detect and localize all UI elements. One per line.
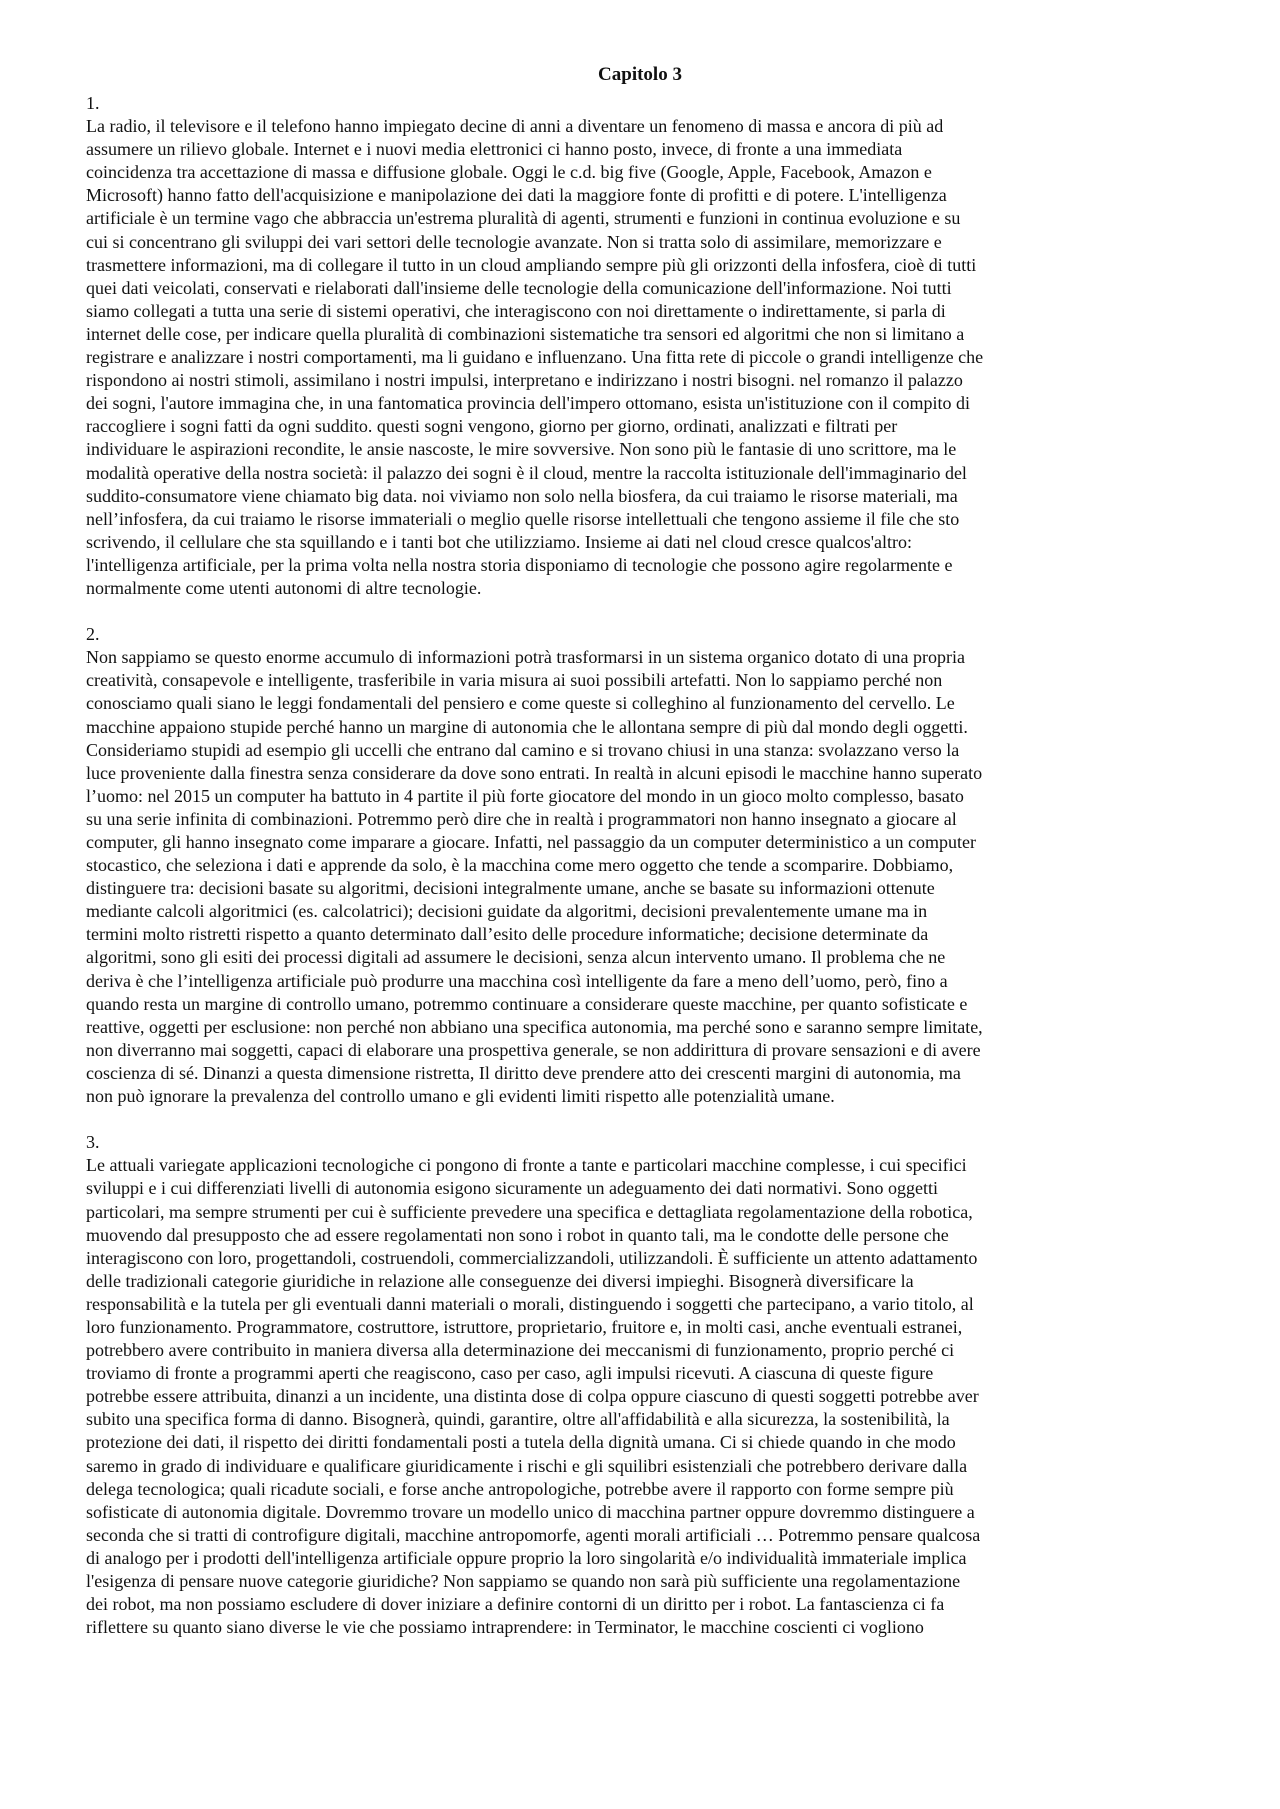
paragraph-line: algoritmi, sono gli esiti dei processi digitali ad assumere le decisioni, senza alcun intervento umano. Il problema che ne	[86, 947, 946, 968]
section-3	[86, 1131, 1196, 1639]
paragraph-line: termini molto ristretti rispetto a quanto determinato dall’esito delle procedure informatiche; decisione determinate da	[86, 924, 929, 945]
paragraph-line: saremo in grado di individuare e qualificare giuridicamente i rischi e gli squilibri esistenziali che potrebbero derivare dalla	[86, 1455, 968, 1476]
paragraph-line: individuare le aspirazioni recondite, le ansie nascoste, le mire sovversive. Non sono più le fantasie di uno scrittore, ma le	[86, 439, 957, 460]
paragraph-line: delle tradizionali categorie giuridiche in relazione alle conseguenze dei diversi impieghi. Bisognerà diversificare la	[86, 1270, 914, 1291]
paragraph-line: sviluppi e i cui differenziati livelli di autonomia esigono sicuramente un adeguamento dei dati normativi. Sono oggetti	[86, 1178, 938, 1199]
paragraph-line: muovendo dal presupposto che ad essere regolamentati non sono i robot in quanto tali, ma le condotte delle persone che	[86, 1224, 949, 1245]
section-number: 1.	[86, 93, 100, 113]
paragraph-line: internet delle cose, per indicare quella pluralità di combinazioni sistematiche tra sensori ed algoritmi che non si limitano a	[86, 323, 965, 344]
section-gap	[86, 1108, 1196, 1131]
paragraph-line: luce proveniente dalla finestra senza considerare da dove sono entrati. In realtà in alcuni episodi le macchine hanno superato	[86, 762, 983, 783]
paragraph-line: potrebbe essere attribuita, dinanzi a un incidente, una distinta dose di colpa oppure ciascuno di questi soggetti potrebbe aver	[86, 1386, 979, 1407]
paragraph-line: macchine appaiono stupide perché hanno un margine di autonomia che le allontana sempre di più dal mondo degli oggetti.	[86, 716, 968, 737]
paragraph-line: mediante calcoli algoritmici (es. calcolatrici); decisioni guidate da algoritmi, decisioni prevalentemente umane ma in	[86, 901, 928, 922]
paragraph-line: siamo collegati a tutta una serie di sistemi operativi, che interagiscono con noi direttamente o indirettamente, si parla di	[86, 300, 946, 321]
paragraph-line: computer, gli hanno insegnato come imparare a giocare. Infatti, nel passaggio da un computer deterministico a un computer	[86, 832, 976, 852]
document-body	[86, 92, 1196, 1639]
paragraph-line: interagiscono con loro, progettandoli, costruendoli, commercializzandoli, utilizzandoli. È sufficiente un attento adattamento	[86, 1247, 978, 1268]
paragraph-line: protezione dei dati, il rispetto dei diritti fondamentali posti a tutela della dignità umana. Ci si chiede quando in che modo	[86, 1432, 956, 1453]
paragraph-line: stocastico, che seleziona i dati e apprende da solo, è la macchina come mero oggetto che tende a scomparire. Dobbiamo,	[86, 855, 954, 876]
paragraph-line: responsabilità e la tutela per gli eventuali danni materiali o morali, distinguendo i soggetti che partecipano, a vario titolo, al	[86, 1293, 974, 1314]
paragraph-line: normalmente come utenti autonomi di altre tecnologie.	[86, 577, 482, 598]
section-number: 2.	[86, 624, 100, 645]
paragraph-line: troviamo di fronte a programmi aperti che reagiscono, caso per caso, agli impulsi ricevuti. A ciascuna di queste figure	[86, 1363, 934, 1384]
paragraph-line: l'intelligenza artificiale, per la prima volta nella nostra storia disponiamo di tecnologie che possono agire regolarmente e	[86, 554, 953, 575]
paragraph-line: modalità operative della nostra società: il palazzo dei sogni è il cloud, mentre la raccolta istituzionale dell'immaginario del	[86, 462, 967, 483]
section-2	[86, 623, 1196, 1108]
paragraph-line: coscienza di sé. Dinanzi a questa dimensione ristretta, Il diritto deve prendere atto dei crescenti margini di autonomia, ma	[86, 1062, 961, 1083]
paragraph-line: distinguere tra: decisioni basate su algoritmi, decisioni integralmente umane, anche se basate su informazioni ottenute	[86, 878, 935, 899]
paragraph-line: nell’infosfera, da cui traiamo le risorse immateriali o meglio quelle risorse intellettuali che tengono assieme il file che sto	[86, 508, 960, 529]
paragraph-line: quando resta un margine di controllo umano, potremmo continuare a considerare queste macchine, per quanto sofisticate e	[86, 993, 968, 1014]
section-1	[86, 92, 1196, 600]
paragraph-line: su una serie infinita di combinazioni. Potremmo però dire che in realtà i programmatori non hanno insegnato a giocare al	[86, 808, 957, 829]
chapter-title: Capitolo 3	[598, 64, 682, 85]
paragraph-line: trasmettere informazioni, ma di collegare il tutto in un cloud ampliando sempre più gli orizzonti della infosfera, cioè di tutti	[86, 254, 977, 275]
paragraph-line: loro funzionamento. Programmatore, costruttore, istruttore, proprietario, fruitore e, in molti casi, anche eventuali estranei,	[86, 1316, 963, 1337]
paragraph-line: rispondono ai nostri stimoli, assimilano i nostri impulsi, interpretano e indirizzano i nostri bisogni. nel romanzo il palazzo	[86, 370, 963, 391]
paragraph-line: delega tecnologica; quali ricadute sociali, e forse anche antropologiche, potrebbe avere il rapporto con forme sempre più	[86, 1478, 954, 1499]
paragraph-line: cui si concentrano gli sviluppi dei vari settori delle tecnologie avanzate. Non si tratta solo di assimilare, memorizzare e	[86, 231, 942, 252]
paragraph-line: non diverranno mai soggetti, capaci di elaborare una prospettiva generale, se non addirittura di provare sensazioni e di avere	[86, 1039, 981, 1060]
paragraph-line: riflettere su quanto siano diverse le vie che possiamo intraprendere: in Terminator, le macchine coscienti ci vogliono	[86, 1617, 924, 1638]
section-gap	[86, 600, 1196, 623]
paragraph-line: potrebbero avere contribuito in maniera diversa alla determinazione dei meccanismi di funzionamento, proprio perché ci	[86, 1340, 955, 1361]
paragraph-line: l'esigenza di pensare nuove categorie giuridiche? Non sappiamo se quando non sarà più sufficiente una regolamentazione	[86, 1571, 961, 1591]
paragraph-line: dei sogni, l'autore immagina che, in una fantomatica provincia dell'impero ottomano, esista un'istituzione con il compito di	[86, 393, 971, 414]
paragraph-line: conosciamo quali siano le leggi fondamentali del pensiero e come queste si colleghino al funzionamento del cervello. Le	[86, 693, 955, 714]
paragraph-line: assumere un rilievo globale. Internet e i nuovi media elettronici ci hanno posto, invece, di fronte a una immediata	[86, 139, 903, 160]
section-number: 3.	[86, 1132, 100, 1153]
paragraph-line: particolari, ma sempre strumenti per cui è sufficiente prevedere una specifica e dettagliata regolamentazione della robotica,	[86, 1201, 973, 1222]
paragraph-line: seconda che si tratti di controfigure digitali, macchine antropomorfe, agenti morali artificiali … Potremmo pensare qualcosa	[86, 1524, 981, 1545]
paragraph-line: Consideriamo stupidi ad esempio gli uccelli che entrano dal camino e si trovano chiusi in una stanza: svolazzano verso la	[86, 739, 960, 760]
paragraph-line: l’uomo: nel 2015 un computer ha battuto in 4 partite il più forte giocatore del mondo in un gioco molto complesso, basato	[86, 785, 964, 806]
paragraph-line: artificiale è un termine vago che abbraccia un'estrema pluralità di agenti, strumenti e funzioni in continua evoluzione e su	[86, 208, 961, 229]
paragraph-line: di analogo per i prodotti dell'intelligenza artificiale oppure proprio la loro singolarità e/o individualità immateriale implica	[86, 1547, 967, 1568]
paragraph-line: coincidenza tra accettazione di massa e diffusione globale. Oggi le c.d. big five (Google, Apple, Facebook, Amazon e	[86, 162, 932, 183]
paragraph-line: Microsoft) hanno fatto dell'acquisizione e manipolazione dei dati la maggiore fonte di profitti e di potere. L'intelligenza	[86, 185, 947, 206]
paragraph-line: quei dati veicolati, conservati e rielaborati dall'insieme delle tecnologie della comunicazione dell'informazione. Noi tutti	[86, 277, 952, 298]
paragraph-line: creatività, consapevole e intelligente, trasferibile in varia misura ai suoi possibili artefatti. Non lo sappiamo perché non	[86, 670, 943, 691]
paragraph-line: La radio, il televisore e il telefono hanno impiegato decine di anni a diventare un fenomeno di massa e ancora di più ad	[86, 116, 944, 137]
paragraph-line: subito una specifica forma di danno. Bisognerà, quindi, garantire, oltre all'affidabilità e alla sicurezza, la sostenibilità, la	[86, 1409, 950, 1430]
paragraph-line: suddito-consumatore viene chiamato big data. noi viviamo non solo nella biosfera, da cui traiamo le risorse materiali, ma	[86, 485, 958, 506]
paragraph-line: registrare e analizzare i nostri comportamenti, ma li guidano e influenzano. Una fitta rete di piccole o grandi intelligenze che	[86, 347, 984, 368]
paragraph-line: Le attuali variegate applicazioni tecnologiche ci pongono di fronte a tante e particolari macchine complesse, i cui specifici	[86, 1155, 967, 1176]
paragraph-line: reattive, oggetti per esclusione: non perché non abbiano una specifica autonomia, ma perché sono e saranno sempre limitate,	[86, 1016, 983, 1037]
paragraph-line: non può ignorare la prevalenza del controllo umano e gli evidenti limiti rispetto alle potenzialità umane.	[86, 1086, 835, 1107]
paragraph-line: dei robot, ma non possiamo escludere di dover iniziare a definire contorni di un diritto per i robot. La fantascienza ci fa	[86, 1594, 945, 1615]
paragraph-line: raccogliere i sogni fatti da ogni suddito. questi sogni vengono, giorno per giorno, ordinati, analizzati e filtrati per	[86, 416, 898, 437]
paragraph-line: scrivendo, il cellulare che sta squillando e i tanti bot che utilizziamo. Insieme ai dati nel cloud cresce qualcos'altro:	[86, 531, 912, 552]
paragraph-line: sofisticate di autonomia digitale. Dovremmo trovare un modello unico di macchina partner oppure dovremmo distinguere a	[86, 1501, 975, 1522]
paragraph-line: Non sappiamo se questo enorme accumulo di informazioni potrà trasformarsi in un sistema organico dotato di una propria	[86, 647, 965, 668]
paragraph-line: deriva è che l’intelligenza artificiale può produrre una macchina così intelligente da fare a meno dell’uomo, però, fino a	[86, 970, 948, 991]
